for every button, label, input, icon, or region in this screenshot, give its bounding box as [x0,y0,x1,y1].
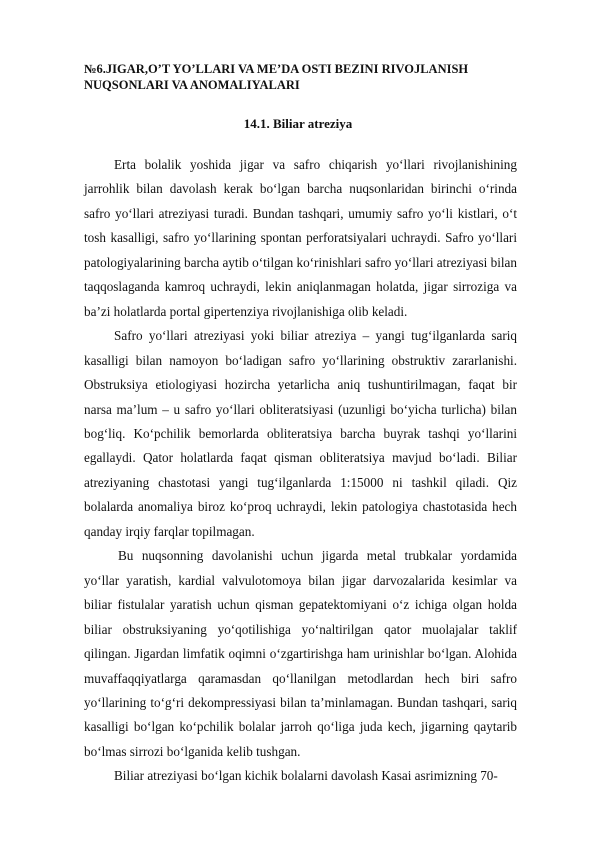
paragraph-treatment: Bu nuqsonning davolanishi uchun jigarda metal trubkalar yordamida yo‘llar yaratish, kardial valvulotomoya bilan jigar darvozalarida kesimlar va biliar fistulalar yaratish uchun qisman gepatektomiyani o‘z ichiga olgan holda biliar obstruksiyaning yo‘qotilishiga yo‘naltirilgan qator muolajalar taklif qilingan. Jigardan limfatik oqimni o‘zgartirishga ham urinishlar bo‘lgan. Alohida muvaffaqqiyatlarga qaramasdan qo‘llanilgan metodlardan hech biri safro yo‘llarining to‘g‘ri dekompressiyasi bilan ta’minlamagan. Bundan tashqari, sariq kasalligi bo‘lgan ko‘pchilik bolalar jarroh qo‘liga juda kech, jigarning qaytarib bo‘lmas sirrozi bo‘lganida kelib tushgan. [84,548,517,759]
body-text [84,153,517,789]
chapter-title: №6.JIGAR,O’T YO’LLARI VA ME’DA OSTI BEZINI RIVOJLANISH NUQSONLARI VA ANOMALIYALARI [84,62,469,92]
paragraph-kasai: Biliar atreziyasi bo‘lgan kichik bolalarni davolash Kasai asrimizning 70- [114,768,498,784]
paragraph-definition: Safro yo‘llari atreziyasi yoki biliar atreziya – yangi tug‘ilganlarda sariq kasalligi bilan namoyon bo‘ladigan safro yo‘llarining obstruktiv zararlanishi. Obstruksiya etiologiyasi hozircha yetarlicha aniq tushuntirilmagan, faqat bir narsa ma’lum – u safro yo‘llari obliteratsiyasi (uzunligi bo‘yicha turlicha) bilan bog‘liq. Ko‘pchilik bemorlarda obliteratsiya barcha buyrak tashqi yo‘llarini egallaydi. Qator holatlarda faqat qisman obliteratsiya mavjud bo‘ladi. Biliar atreziyaning chastotasi yangi tug‘ilganlarda 1:15000 ni tashkil qiladi. Qiz bolalarda anomaliya biroz ko‘proq uchraydi, lekin patologiya chastotasida hech qanday irqiy farqlar topilmagan. [84,328,517,539]
section-title: 14.1. Biliar atreziya [243,116,353,131]
paragraph-intro: Erta bolalik yoshida jigar va safro chiqarish yo‘llari rivojlanishining jarrohlik bilan davolash kerak bo‘lgan barcha nuqsonlaridan birinchi o‘rinda safro yo‘llari atreziyasi turadi. Bundan tashqari, umumiy safro yo‘li kistlari, o‘t tosh kasalligi, safro yo‘llarining spontan perforatsiyalari uchraydi. Safro yo‘llari patologiyalarining barcha aytib o‘tilgan ko‘rinishlari safro yo‘llari atreziyasi bilan taqqoslaganda kamroq uchraydi, lekin aniqlanmagan holatda, jigar sirroziga va ba’zi holatlarda portal gipertenziya rivojlanishiga olib keladi. [84,157,517,319]
